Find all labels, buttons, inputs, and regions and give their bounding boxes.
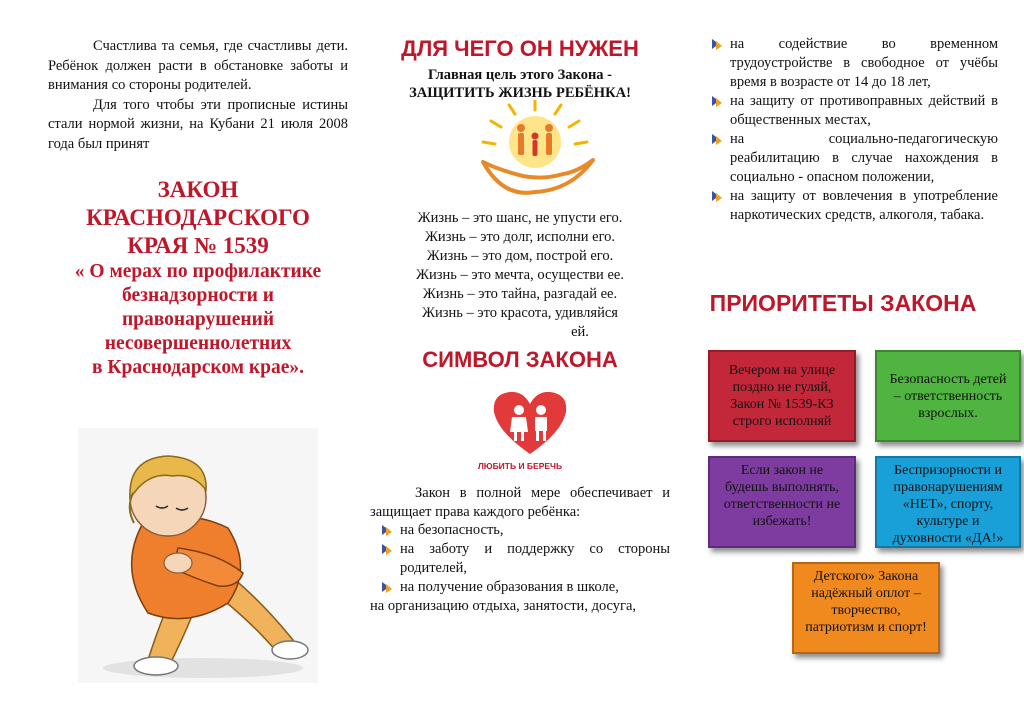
list-item-text: на содействие во временном трудоустройстве в свободное от учёбы время в возрасте от 14 до 18 лет,: [730, 36, 998, 90]
list-item-text: на получение образования в школе,: [400, 579, 619, 595]
life-poem: [370, 209, 670, 342]
law-subtitle-line: правонарушений: [121, 309, 275, 330]
law-subtitle-line: несовершеннолетних: [104, 333, 292, 354]
priority-box-sport: [875, 456, 1021, 548]
list-item-text: на социально-педагогическую реабилитацию в случае нахождения в социально - опасном положении,: [730, 131, 998, 185]
intro-paragraph-2: Для того чтобы эти прописные истины стали нормой жизни, на Кубани 21 июля 2008 года был принят: [48, 96, 348, 152]
list-item: [708, 92, 998, 130]
law-subtitle-line: в Краснодарском крае».: [92, 357, 304, 378]
poem-line: Жизнь – это красота, удивляйся: [422, 305, 618, 321]
rights-intro: Закон в полной мере обеспечивает и защищает права каждого ребёнка:: [370, 485, 670, 520]
poem-line: ей.: [571, 324, 589, 340]
arrow-bullet-icon: [711, 95, 723, 108]
list-item: [378, 578, 670, 597]
arrow-bullet-icon: [381, 581, 393, 594]
law-title-line: КРАЯ № 1539: [127, 233, 269, 258]
list-item: [378, 521, 670, 540]
poem-line: Жизнь – это дом, построй его.: [426, 248, 614, 264]
priority-box-text: Если закон не будешь выполнять, ответственности не избежать!: [723, 463, 841, 529]
law-subtitle-line: безнадзорности и: [122, 285, 274, 306]
sad-child-illustration: [78, 428, 318, 683]
rights-list: [378, 521, 670, 597]
rights-last: на организацию отдыха, занятости, досуга,: [370, 598, 637, 614]
section-heading-symbol: СИМВОЛ ЗАКОНА: [422, 347, 618, 372]
intro-paragraph-1: Счастлива та семья, где счастливы дети. Ребёнок должен расти в обстановке заботы и внимания со стороны родителей.: [48, 38, 348, 93]
priority-box-text: Беспризорности и правонарушениям «НЕТ», спорту, культуре и духовности «ДА!»: [892, 463, 1004, 546]
priority-box-safety: [875, 350, 1021, 442]
list-item-text: на защиту от противоправных действий в общественных местах,: [730, 93, 998, 128]
arrow-bullet-icon: [711, 133, 723, 146]
rights-list-continued: [708, 35, 998, 225]
list-item: [708, 35, 998, 92]
section-heading-why: ДЛЯ ЧЕГО ОН НУЖЕН: [401, 36, 639, 61]
rights-block: [370, 484, 670, 616]
heart-children-icon: [490, 388, 570, 456]
law-subtitle-line: « О мерах по профилактике: [74, 261, 322, 282]
arrow-bullet-icon: [381, 524, 393, 537]
list-item: [708, 187, 998, 225]
goal-line-2: ЗАЩИТИТЬ ЖИЗНЬ РЕБЁНКА!: [409, 85, 631, 101]
priority-box-text: Безопасность детей – ответственность взрослых.: [889, 371, 1007, 421]
law-title: [48, 176, 348, 260]
priority-box-text: Детского» Закона надёжный оплот – творчество, патриотизм и спорт!: [805, 569, 927, 635]
goal-line-1: Главная цель этого Закона -: [427, 67, 613, 83]
list-item-text: на безопасность,: [400, 522, 504, 538]
list-item: [378, 540, 670, 578]
sun-family-hands-logo: [473, 100, 598, 200]
symbol-caption: ЛЮБИТЬ И БЕРЕЧЬ: [477, 461, 563, 471]
poem-line: Жизнь – это тайна, разгадай ее.: [422, 286, 618, 302]
poem-line: Жизнь – это долг, исполни его.: [424, 229, 616, 245]
arrow-bullet-icon: [381, 543, 393, 556]
left-column: [48, 0, 348, 724]
list-item-text: на заботу и поддержку со стороны родителей,: [400, 541, 670, 576]
law-subtitle: [48, 260, 348, 380]
law-title-line: ЗАКОН: [157, 177, 239, 202]
priority-box-text: Вечером на улице поздно не гуляй, Закон № 1539-КЗ строго исполняй: [728, 363, 836, 429]
arrow-bullet-icon: [711, 190, 723, 203]
list-item-text: на защиту от вовлечения в употребление наркотических средств, алкоголя, табака.: [730, 188, 998, 223]
law-title-line: КРАСНОДАРСКОГО: [86, 205, 310, 230]
arrow-bullet-icon: [711, 38, 723, 51]
priority-box-evening: [708, 350, 856, 442]
middle-column: [370, 0, 670, 724]
section-heading-priorities: ПРИОРИТЕТЫ ЗАКОНА: [709, 290, 977, 316]
list-item: [708, 130, 998, 187]
priority-box-responsibility: [708, 456, 856, 548]
priority-box-creativity: [792, 562, 940, 654]
poem-line: Жизнь – это шанс, не упусти его.: [417, 210, 623, 226]
poem-line: Жизнь – это мечта, осуществи ее.: [416, 267, 624, 283]
